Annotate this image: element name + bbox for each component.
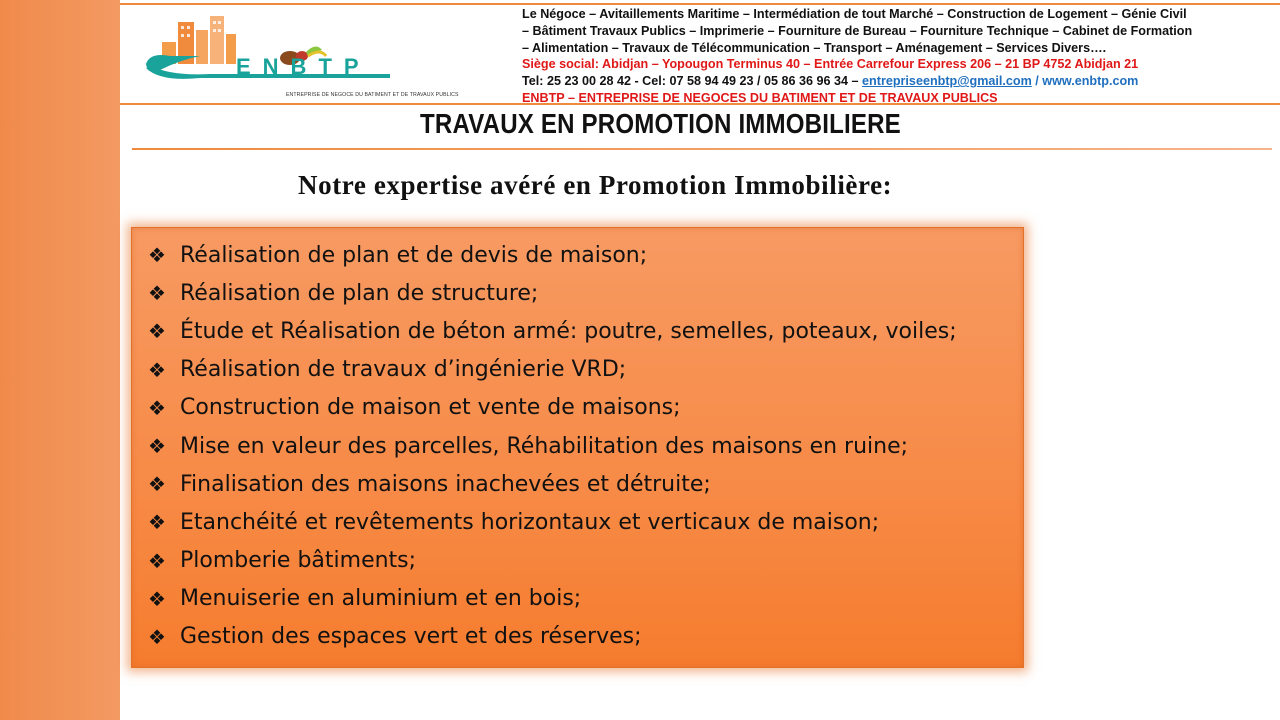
email-link[interactable]: entrepriseenbtp@gmail.com [862, 74, 1032, 89]
side-decoration-band [0, 0, 120, 720]
page-title: TRAVAUX EN PROMOTION IMMOBILIERE [420, 108, 901, 139]
expertise-item-text: Réalisation de plan et de devis de maison; [180, 242, 648, 268]
logo-subtitle: ENTREPRISE DE NEGOCE DU BATIMENT ET DE TRAVAUX PUBLICS [286, 92, 459, 98]
diamond-bullet-icon: ❖ [148, 434, 166, 459]
expertise-item [146, 389, 1023, 427]
diamond-bullet-icon: ❖ [148, 395, 166, 420]
expertise-item-text: Étude et Réalisation de béton armé: poutre, semelles, poteaux, voiles; [180, 318, 957, 344]
expertise-item [146, 580, 1023, 618]
head-office-address: Siège social: Abidjan – Yopougon Terminus 40 – Entrée Carrefour Express 206 – 21 BP 4752 Abidjan 21 [522, 57, 1139, 72]
company-logo [140, 12, 459, 98]
diamond-bullet-icon: ❖ [148, 281, 166, 306]
diamond-bullet-icon: ❖ [148, 357, 166, 382]
diamond-bullet-icon: ❖ [148, 243, 166, 268]
expertise-item [146, 312, 1023, 350]
header-top-divider [120, 3, 1280, 5]
expertise-item [146, 427, 1023, 465]
diamond-bullet-icon: ❖ [148, 548, 166, 573]
expertise-item-text: Plomberie bâtiments; [180, 548, 417, 574]
expertise-item [146, 503, 1023, 541]
title-underline [132, 148, 1272, 150]
services-line-3: – Alimentation – Travaux de Télécommunication – Transport – Aménagement – Services Divers…. [522, 40, 1107, 55]
diamond-bullet-icon: ❖ [148, 472, 166, 497]
website-link[interactable]: / www.enbtp.com [1031, 74, 1139, 89]
expertise-item-text: Mise en valeur des parcelles, Réhabilitation des maisons en ruine; [180, 433, 909, 459]
diamond-bullet-icon: ❖ [148, 510, 166, 535]
expertise-item-text: Menuiserie en aluminium et en bois; [180, 586, 582, 612]
expertise-item-text: Réalisation de plan de structure; [180, 280, 539, 306]
expertise-item [146, 618, 1023, 656]
expertise-item-text: Finalisation des maisons inachevées et détruite; [180, 471, 711, 497]
expertise-item [146, 542, 1023, 580]
expertise-item-text: Etanchéité et revêtements horizontaux et verticaux de maison; [180, 509, 880, 535]
section-subtitle: Notre expertise avéré en Promotion Immobilière: [298, 170, 893, 200]
contact-line [522, 73, 1274, 90]
logo-wordmark: ENBTP [236, 54, 371, 79]
expertise-list [132, 228, 1023, 656]
expertise-item-text: Gestion des espaces vert et des réserves; [180, 624, 642, 650]
services-line-2: – Bâtiment Travaux Publics – Imprimerie – Fourniture de Bureau – Fourniture Technique – Cabinet de Formation [522, 23, 1193, 38]
expertise-box [131, 227, 1024, 668]
expertise-item-text: Construction de maison et vente de maisons; [180, 395, 681, 421]
expertise-item-text: Réalisation de travaux d’ingénierie VRD; [180, 357, 627, 383]
diamond-bullet-icon: ❖ [148, 586, 166, 611]
company-full-name: ENBTP – ENTREPRISE DE NEGOCES DU BATIMENT ET DE TRAVAUX PUBLICS [522, 90, 998, 105]
expertise-item [146, 351, 1023, 389]
expertise-item [146, 274, 1023, 312]
enbtp-building-logo-icon [140, 12, 400, 82]
expertise-item [146, 236, 1023, 274]
phone-numbers: Tel: 25 23 00 28 42 - Cel: 07 58 94 49 23 / 05 86 36 96 34 – [522, 74, 863, 89]
company-info-block [522, 6, 1274, 107]
diamond-bullet-icon: ❖ [148, 624, 166, 649]
expertise-item [146, 465, 1023, 503]
diamond-bullet-icon: ❖ [148, 319, 166, 344]
services-line-1: Le Négoce – Avitaillements Maritime – Intermédiation de tout Marché – Construction de Logement – Génie Civil [522, 7, 1187, 21]
